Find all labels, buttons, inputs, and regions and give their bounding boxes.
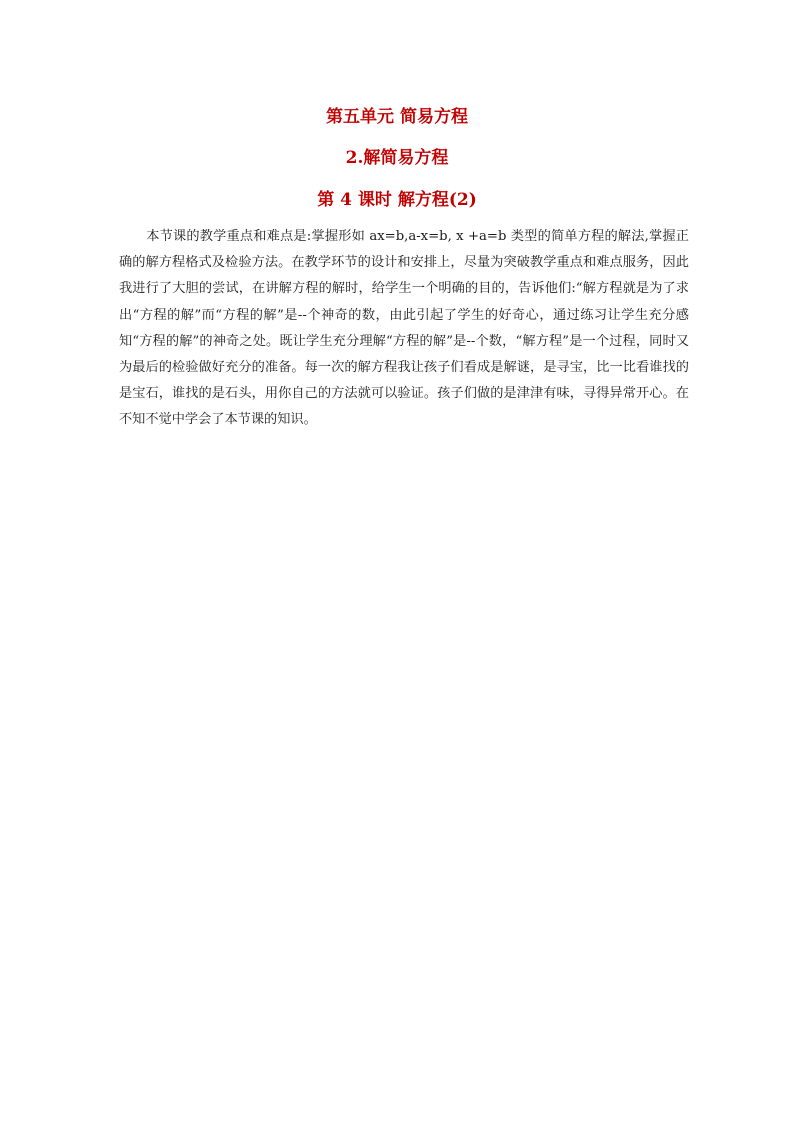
paragraph-text: 本节课的教学重点和难点是:掌握形如 ax=b,a-x=b, x +a=b 类型的简单方程的解法,掌握正确的解方程格式及检验方法。在教学环节的设计和安排上，尽量为突破教学重点和难点服务，因此我进行了大胆的尝试，在讲解方程的解时，给学生一个明确的目的，告诉他们:“解方程就是为了求出“方程的解”而“方程的解”是--个神奇的数，由此引起了学生的好奇心，通过练习让学生充分感知“方程的解”的神奇之处。既让学生充分理解“方程的解”是--个数，“解方程”是一个过程，同时又为最后的检验做好充分的准备。每一次的解方程我让孩子们看成是解谜，是寻宝，比一比看谁找的是宝石，谁找的是石头，用你自己的方法就可以验证。孩子们做的是津津有味，寻得异常开心。在不知不觉中学会了本节课的知识。 (119, 229, 689, 428)
unit-title: 第五单元 简易方程 (326, 107, 468, 127)
body-paragraph (119, 224, 689, 434)
section-title: 2.解简易方程 (345, 148, 449, 168)
lesson-title: 第 4 课时 解方程(2) (317, 190, 477, 210)
